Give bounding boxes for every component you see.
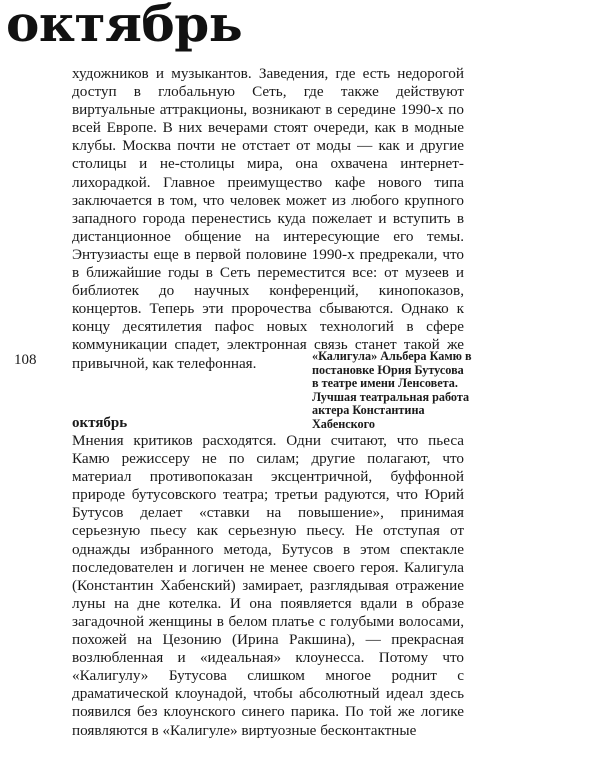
section-month-label: октябрь — [72, 415, 128, 431]
page-number: 108 — [14, 352, 37, 368]
review-paragraph: Мнения критиков расходятся. Одни считают, что пьеса Камю режиссеру не по силам; другие полагают, что материал противопоказан эксцентричной, буффонной природе бутусовского театра; третьи радуются, что Юрий Бутусов делает «ставки на повышение», принимая серьезную пьесу как серьезную пьесу. Не отступая от однажды избранного метода, Бутусов в этом спектакле последователен и логичен не менее своего героя. Калигула (Константин Хабенский) замирает, разглядывая отражение луны на дне котелка. И она появляется вдали в образе загадочной женщины в белом платье с голубыми волосами, похожей на Цезонию (Ирина Ракшина), — прекрасная возлюбленная и «идеальная» клоунесса. Потому что «Калигулу» Бутусова слишком многое роднит с драматической клоунадой, чтобы абсолютный идеал здесь появился без клоунского синего парика. По той же логике появляются в «Калигуле» виртуозные бесконтактные — [72, 432, 464, 739]
review-body — [72, 432, 464, 740]
page-title: октябрь — [6, 0, 243, 53]
article-body-top — [72, 65, 464, 373]
article-paragraph: художников и музыкантов. Заведения, где есть недорогой доступ в глобальную Сеть, где также действуют виртуальные аттракционы, возникают в середине 1990-х по всей Европе. В них вечерами стоят очереди, как в модные клубы. Москва почти не отстает от моды — как и другие столицы и не-столицы мира, она охвачена интернет-лихорадкой. Главное преимущество кафе нового типа заключается в том, что человек может из любого крупного западного города перенестись куда пожелает и вступить в дистанционное общение на интересующие его темы. Энтузиасты еще в первой половине 1990-х предрекали, что в ближайшие годы в Сеть переместится все: от музеев и библиотек до научных конференций, кинопоказов, концертов. Теперь эти пророчества сбываются. Однако к концу десятилетия пафос новых технологий в сфере коммуникации спадет, электронная связь станет такой же привычной, как телефонная. — [72, 65, 464, 372]
photo-caption: «Калигула» Альбера Камю в постановке Юрия Бутусова в театре имени Ленсовета. Лучшая театральная работа актера Константина Хабенского — [312, 349, 472, 431]
